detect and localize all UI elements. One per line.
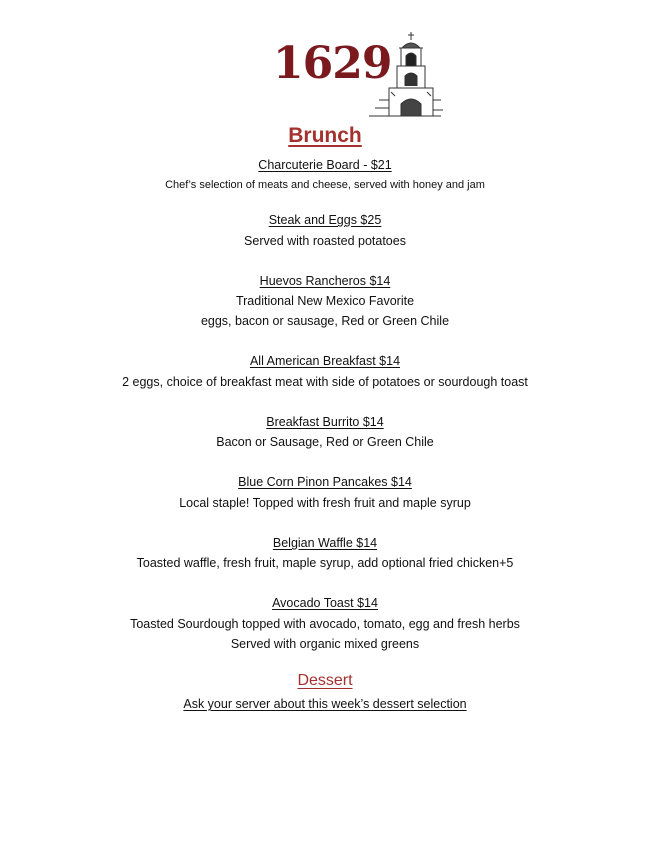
menu-item-desc: Served with organic mixed greens <box>230 637 420 651</box>
dessert-note: Ask your server about this week’s dessert selection <box>183 697 467 711</box>
menu-item-desc: Local staple! Topped with fresh fruit and maple syrup <box>179 496 471 510</box>
restaurant-logo <box>265 30 450 120</box>
menu-item-desc: eggs, bacon or sausage, Red or Green Chile <box>200 314 450 328</box>
menu-item-desc: Toasted Sourdough topped with avocado, tomato, egg and fresh herbs <box>130 617 520 631</box>
menu-item-desc: Chef’s selection of meats and cheese, served with honey and jam <box>165 179 485 191</box>
menu-item-title: Huevos Rancheros $14 <box>259 274 391 288</box>
menu-item-title: Blue Corn Pinon Pancakes $14 <box>238 475 412 489</box>
menu-item-title: All American Breakfast $14 <box>249 354 401 368</box>
menu-item-desc: 2 eggs, choice of breakfast meat with side of potatoes or sourdough toast <box>122 375 528 389</box>
menu-item-desc: Bacon or Sausage, Red or Green Chile <box>216 435 434 449</box>
menu-item-desc: Traditional New Mexico Favorite <box>235 294 415 308</box>
menu-item-desc: Served with roasted potatoes <box>244 234 406 248</box>
bell-tower-icon <box>365 30 445 118</box>
menu-item-title: Charcuterie Board - $21 <box>258 158 392 172</box>
menu-item-desc: Toasted waffle, fresh fruit, maple syrup, add optional fried chicken+5 <box>136 556 514 570</box>
dessert-title: Dessert <box>297 672 353 689</box>
menu-item-title: Breakfast Burrito $14 <box>266 415 384 429</box>
logo-text: 1629 <box>273 38 392 89</box>
menu-item-title: Belgian Waffle $14 <box>272 536 378 550</box>
brunch-title: Brunch <box>288 124 362 147</box>
menu-item-title: Avocado Toast $14 <box>272 596 378 610</box>
menu-item-title: Steak and Eggs $25 <box>268 213 382 227</box>
